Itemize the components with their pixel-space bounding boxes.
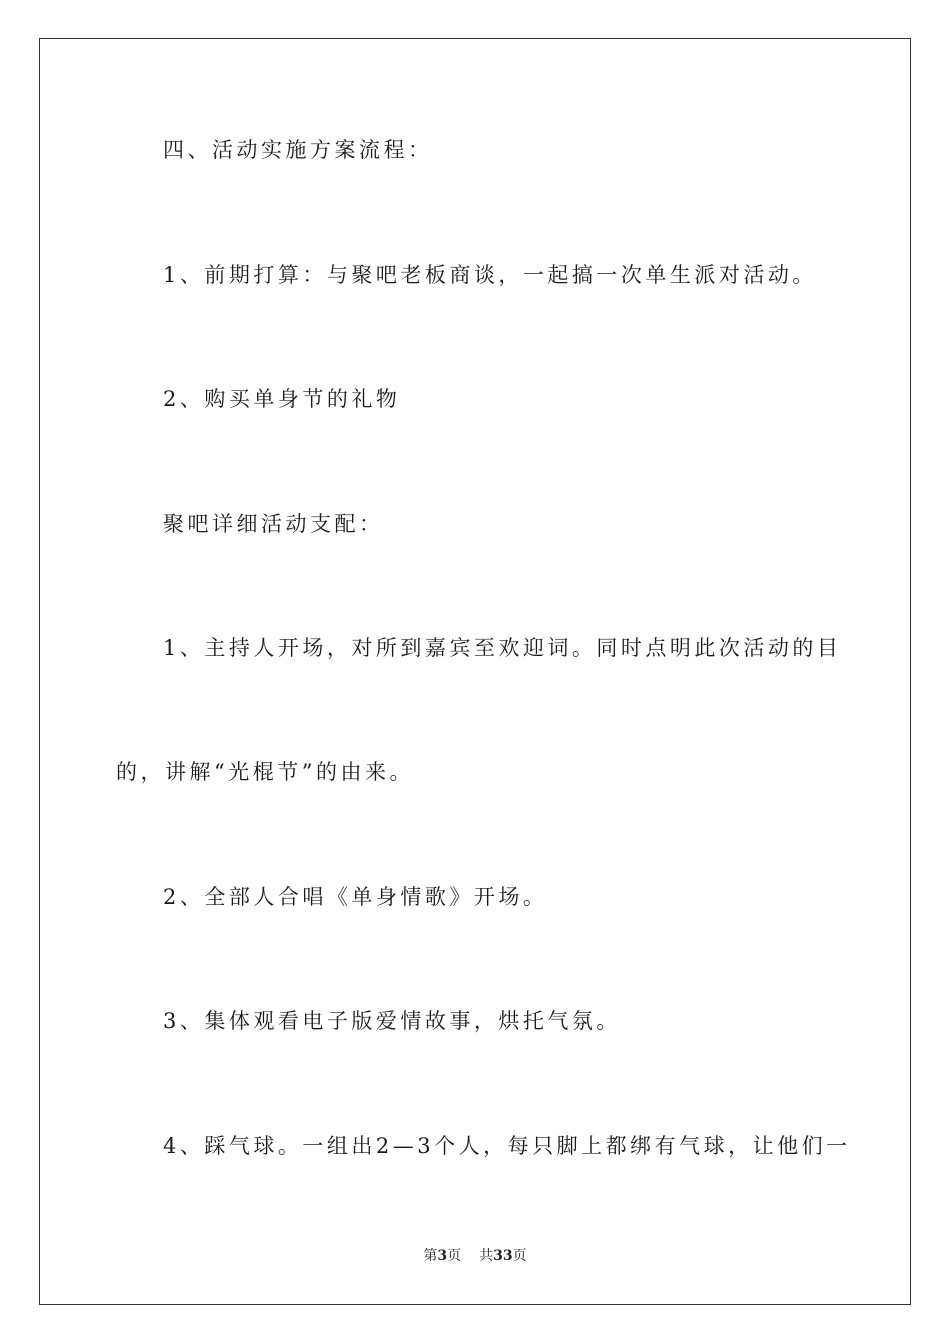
section-heading: 四、活动实施方案流程：	[163, 138, 433, 162]
paragraph-line: 1、主持人开场，对所到嘉宾至欢迎词。同时点明此次活动的目	[163, 636, 842, 660]
paragraph-line: 2、全部人合唱《单身情歌》开场。	[163, 885, 548, 909]
paragraph-line: 1、前期打算：与聚吧老板商谈，一起搞一次单生派对活动。	[163, 263, 817, 287]
paragraph-line: 4、踩气球。一组出2—3个人，每只脚上都绑有气球，让他们一	[163, 1134, 851, 1158]
page-footer	[0, 1246, 950, 1266]
paragraph-line: 3、集体观看电子版爱情故事，烘托气氛。	[163, 1009, 621, 1033]
paragraph-line: 2、购买单身节的礼物	[163, 387, 401, 411]
total-pages-label: 共33页	[479, 1248, 527, 1264]
paragraph-line: 聚吧详细活动支配：	[163, 512, 384, 536]
paragraph-line: 的，讲解“光棍节”的由来。	[116, 760, 414, 784]
page-border	[39, 38, 911, 1305]
page-number-label: 第3页	[423, 1248, 462, 1264]
